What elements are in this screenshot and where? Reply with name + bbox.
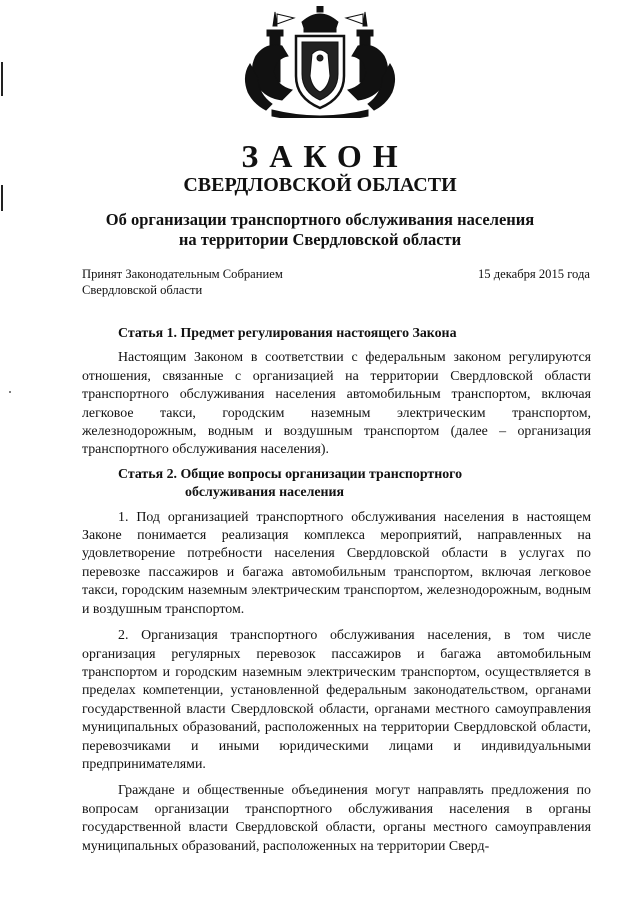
article-heading-line: Статья 2. Общие вопросы организации транспортного bbox=[118, 466, 463, 482]
region-title: СВЕРДЛОВСКОЙ ОБЛАСТИ bbox=[183, 174, 457, 196]
article-paragraph: 1. Под организацией транспортного обслуживания населения в настоящем Законе понимается реализация комплекса мероприятий, направленных на удовлетворение потребности населения Свердловской области в услугах по перевозке пассажиров и багажа автомобильным транспортом, включая легковое такси, городским наземным электрическим транспортом, железнодорожным, водным и воздушным транспортом. bbox=[82, 509, 591, 617]
adopted-by-line: Свердловской области bbox=[82, 283, 203, 297]
adopted-by-line: Принят Законодательным Собранием bbox=[82, 267, 283, 281]
scan-dot bbox=[9, 391, 11, 393]
article-heading-line: обслуживания населения bbox=[185, 485, 345, 501]
adopted-by bbox=[82, 266, 382, 298]
subject-line: на территории Свердловской области bbox=[178, 230, 462, 249]
scan-edge-mark bbox=[1, 62, 3, 96]
subject-line: Об организации транспортного обслуживания населения bbox=[105, 210, 535, 229]
law-body bbox=[82, 325, 591, 856]
law-title: ЗАКОН bbox=[241, 138, 409, 174]
article-paragraph: 2. Организация транспортного обслуживания населения, в том числе организация регулярных перевозок пассажиров и багажа автомобильным транспортом и городским наземным электрическим транспортом, осуществляется в пределах компетенции, установленной федеральным законодательством, органами государственной власти Свердловской области, органами местного самоуправления муниципальных образований, расположенных на территории Свердловской области, перевозчиками и иными юридическими лицами и индивидуальными предпринимателями. bbox=[82, 628, 591, 772]
law-subject-title bbox=[0, 210, 640, 250]
coat-of-arms-icon bbox=[232, 6, 408, 118]
article-heading: Статья 1. Предмет регулирования настоящего Закона bbox=[118, 326, 457, 341]
article-paragraph: Настоящим Законом в соответствии с федеральным законом регулируются отношения, связанные с организацией на территории Свердловской области транспортного обслуживания населения автомобильным транспортом, включая легковое такси, городским наземным электрическим транспортом, железнодорожным, водным и воздушным транспортом (далее – организация транспортного обслуживания населения). bbox=[82, 350, 591, 458]
adopted-date: 15 декабря 2015 года bbox=[477, 267, 590, 281]
article-paragraph: Граждане и общественные объединения могут направлять предложения по вопросам организации транспортного обслуживания населения в органы государственной власти Свердловской области, органы местного самоуправления муниципальных образований, расположенных на территории Сверд- bbox=[82, 783, 591, 854]
article-heading bbox=[118, 466, 591, 503]
